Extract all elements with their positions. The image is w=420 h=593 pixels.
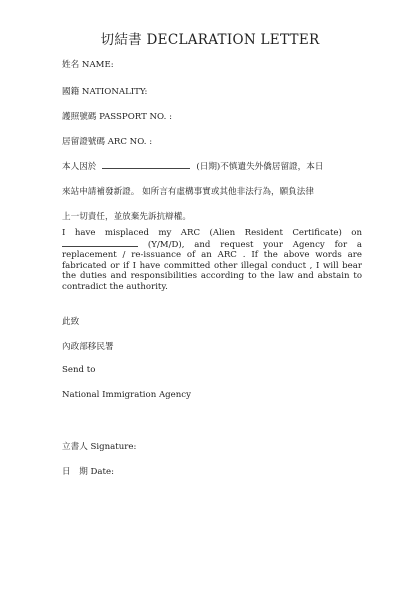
date-label: 日 期 Date:: [62, 467, 114, 477]
ci-zhi-text: 此致: [62, 317, 80, 327]
agency-name-chinese: 內政部移民署: [62, 342, 114, 352]
passport-field-label: 護照號碼 PASSPORT NO. :: [62, 112, 172, 122]
english-statement-part-2: (Y/M/D), and request your Agency for a replacement / re-issuance of an ARC . If the above words are fabricated or if I have committed other illegal conduct , I will bear the duties and responsibilities according to the law and abstain to contradict the authority.: [62, 239, 363, 292]
date-blank: [102, 161, 190, 169]
send-to-text: Send to: [62, 365, 96, 375]
english-statement: [62, 228, 362, 293]
chinese-statement-line-2: 來站申請補發新證。 如所言有虛構事實或其他非法行為，願負法律: [62, 187, 314, 197]
signature-label: 立書人 Signature:: [62, 442, 137, 452]
chinese-line1-suffix: (日期)不慎遺失外僑居留證，本日: [196, 162, 324, 172]
arc-field-label: 居留證號碼 ARC NO. :: [62, 137, 153, 147]
page-title: 切結書 DECLARATION LETTER: [100, 32, 320, 48]
chinese-statement-line-3: 上一切責任，並放棄先訴抗辯權。: [62, 212, 191, 222]
nationality-field-label: 國籍 NATIONALITY:: [62, 87, 148, 97]
chinese-line1-prefix: 本人因於: [62, 162, 97, 172]
english-date-blank: [62, 239, 138, 247]
name-field-label: 姓名 NAME:: [62, 60, 114, 70]
english-statement-part-1: I have misplaced my ARC (Alien Resident Certificate) on: [62, 228, 362, 238]
chinese-statement-line-1: [62, 160, 323, 172]
agency-name-english: National Immigration Agency: [62, 390, 191, 400]
